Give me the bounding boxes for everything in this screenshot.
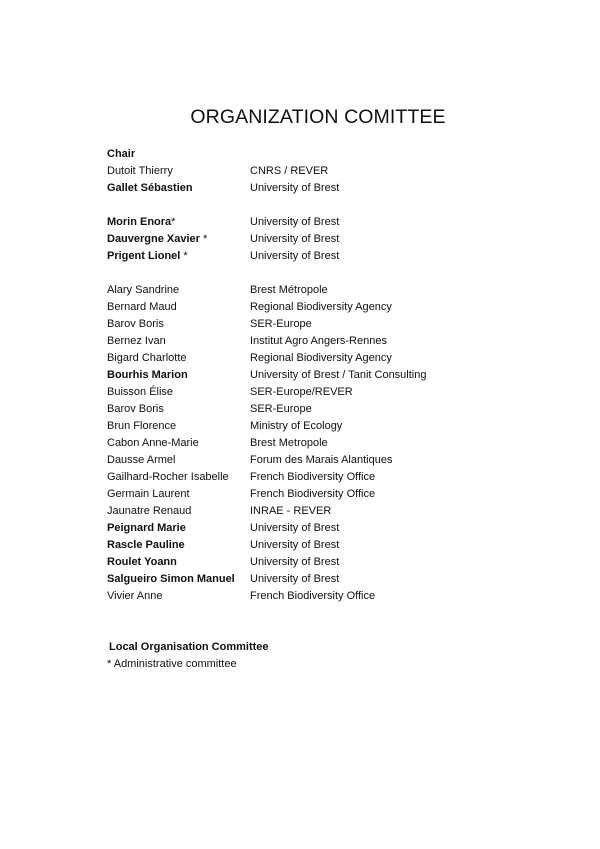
admin-committee-marker: * bbox=[171, 216, 176, 228]
member-affiliation: University of Brest bbox=[250, 250, 340, 262]
member-row bbox=[107, 520, 426, 537]
member-name-text: Alary Sandrine bbox=[107, 284, 180, 296]
member-name bbox=[107, 554, 250, 571]
member-name-text: Morin Enora bbox=[107, 216, 172, 228]
member-affiliation: University of Brest bbox=[250, 539, 340, 551]
member-name bbox=[107, 350, 250, 367]
member-name bbox=[107, 537, 250, 554]
member-name-text: Bernez Ivan bbox=[107, 335, 166, 347]
legend-bold-meaning: Local Organisation Committee bbox=[109, 641, 269, 653]
member-name-text: Bourhis Marion bbox=[107, 369, 188, 381]
member-name bbox=[107, 248, 250, 265]
member-row bbox=[107, 452, 426, 469]
member-row bbox=[107, 163, 339, 180]
member-name-text: Gallet Sébastien bbox=[107, 182, 193, 194]
member-name bbox=[107, 367, 250, 384]
member-name bbox=[107, 588, 250, 605]
member-row bbox=[107, 248, 339, 265]
member-name bbox=[107, 452, 250, 469]
member-row bbox=[107, 469, 426, 486]
member-name-text: Brun Florence bbox=[107, 420, 177, 432]
member-affiliation: University of Brest bbox=[250, 573, 340, 585]
member-affiliation: University of Brest bbox=[250, 233, 340, 245]
member-row bbox=[107, 503, 426, 520]
member-name bbox=[107, 401, 250, 418]
member-name bbox=[107, 180, 250, 197]
legend-asterisk-meaning: * Administrative committee bbox=[107, 658, 237, 670]
member-name bbox=[107, 333, 250, 350]
chair-label: Chair bbox=[107, 148, 136, 160]
member-row bbox=[107, 384, 426, 401]
member-name-text: Vivier Anne bbox=[107, 590, 163, 602]
member-name-text: Prigent Lionel bbox=[107, 250, 181, 262]
member-affiliation: University of Brest bbox=[250, 182, 340, 194]
member-row bbox=[107, 367, 426, 384]
member-name-text: Dausse Armel bbox=[107, 454, 176, 466]
member-row bbox=[107, 435, 426, 452]
member-group-1 bbox=[107, 163, 339, 197]
member-name-text: Dutoit Thierry bbox=[107, 165, 173, 177]
member-row bbox=[107, 418, 426, 435]
member-name-text: Bigard Charlotte bbox=[107, 352, 187, 364]
member-affiliation: Brest Métropole bbox=[250, 284, 328, 296]
member-name bbox=[107, 316, 250, 333]
member-row bbox=[107, 401, 426, 418]
member-name-text: Cabon Anne-Marie bbox=[107, 437, 199, 449]
legend bbox=[107, 639, 269, 673]
member-affiliation: CNRS / REVER bbox=[250, 165, 329, 177]
member-group-2 bbox=[107, 214, 339, 265]
member-name-text: Gailhard-Rocher Isabelle bbox=[107, 471, 229, 483]
member-row bbox=[107, 571, 426, 588]
admin-committee-marker: * bbox=[199, 233, 208, 245]
member-affiliation: Regional Biodiversity Agency bbox=[250, 352, 392, 364]
member-affiliation: Brest Metropole bbox=[250, 437, 328, 449]
member-affiliation: French Biodiversity Office bbox=[250, 590, 376, 602]
member-group-3 bbox=[107, 282, 426, 605]
member-name-text: Salgueiro Simon Manuel bbox=[107, 573, 235, 585]
member-row bbox=[107, 231, 339, 248]
member-affiliation: Ministry of Ecology bbox=[250, 420, 343, 432]
member-row bbox=[107, 537, 426, 554]
member-row bbox=[107, 333, 426, 350]
member-row bbox=[107, 486, 426, 503]
member-name-text: Germain Laurent bbox=[107, 488, 190, 500]
member-affiliation: University of Brest bbox=[250, 216, 340, 228]
member-name-text: Barov Boris bbox=[107, 318, 164, 330]
member-name-text: Roulet Yoann bbox=[107, 556, 177, 568]
member-affiliation: SER-Europe bbox=[250, 318, 312, 330]
member-affiliation: University of Brest / Tanit Consulting bbox=[250, 369, 427, 381]
member-affiliation: SER-Europe bbox=[250, 403, 312, 415]
member-name bbox=[107, 231, 250, 248]
member-name-text: Jaunatre Renaud bbox=[107, 505, 192, 517]
member-name-text: Dauvergne Xavier bbox=[107, 233, 200, 245]
member-row bbox=[107, 316, 426, 333]
member-name bbox=[107, 299, 250, 316]
member-name bbox=[107, 418, 250, 435]
member-row bbox=[107, 588, 426, 605]
member-affiliation: SER-Europe/REVER bbox=[250, 386, 353, 398]
member-affiliation: University of Brest bbox=[250, 556, 340, 568]
member-row bbox=[107, 554, 426, 571]
member-row bbox=[107, 299, 426, 316]
member-name-text: Barov Boris bbox=[107, 403, 164, 415]
member-affiliation: INRAE - REVER bbox=[250, 505, 332, 517]
member-row bbox=[107, 350, 426, 367]
member-row bbox=[107, 214, 339, 231]
member-affiliation: French Biodiversity Office bbox=[250, 471, 376, 483]
member-name-text: Rascle Pauline bbox=[107, 539, 185, 551]
member-name bbox=[107, 435, 250, 452]
member-name bbox=[107, 469, 250, 486]
member-affiliation: University of Brest bbox=[250, 522, 340, 534]
member-name bbox=[107, 214, 250, 231]
admin-committee-marker: * bbox=[180, 250, 188, 262]
member-name bbox=[107, 163, 250, 180]
member-name-text: Buisson Élise bbox=[107, 386, 174, 398]
member-row bbox=[107, 180, 339, 197]
member-name bbox=[107, 520, 250, 537]
member-name bbox=[107, 503, 250, 520]
member-name-text: Bernard Maud bbox=[107, 301, 177, 313]
member-name bbox=[107, 282, 250, 299]
member-name-text: Peignard Marie bbox=[107, 522, 186, 534]
member-name bbox=[107, 486, 250, 503]
page-title: ORGANIZATION COMITTEE bbox=[190, 106, 446, 128]
member-affiliation: Institut Agro Angers-Rennes bbox=[250, 335, 387, 347]
member-affiliation: Forum des Marais Alantiques bbox=[250, 454, 393, 466]
member-affiliation: Regional Biodiversity Agency bbox=[250, 301, 392, 313]
member-row bbox=[107, 282, 426, 299]
member-affiliation: French Biodiversity Office bbox=[250, 488, 376, 500]
member-name bbox=[107, 384, 250, 401]
member-name bbox=[107, 571, 250, 588]
